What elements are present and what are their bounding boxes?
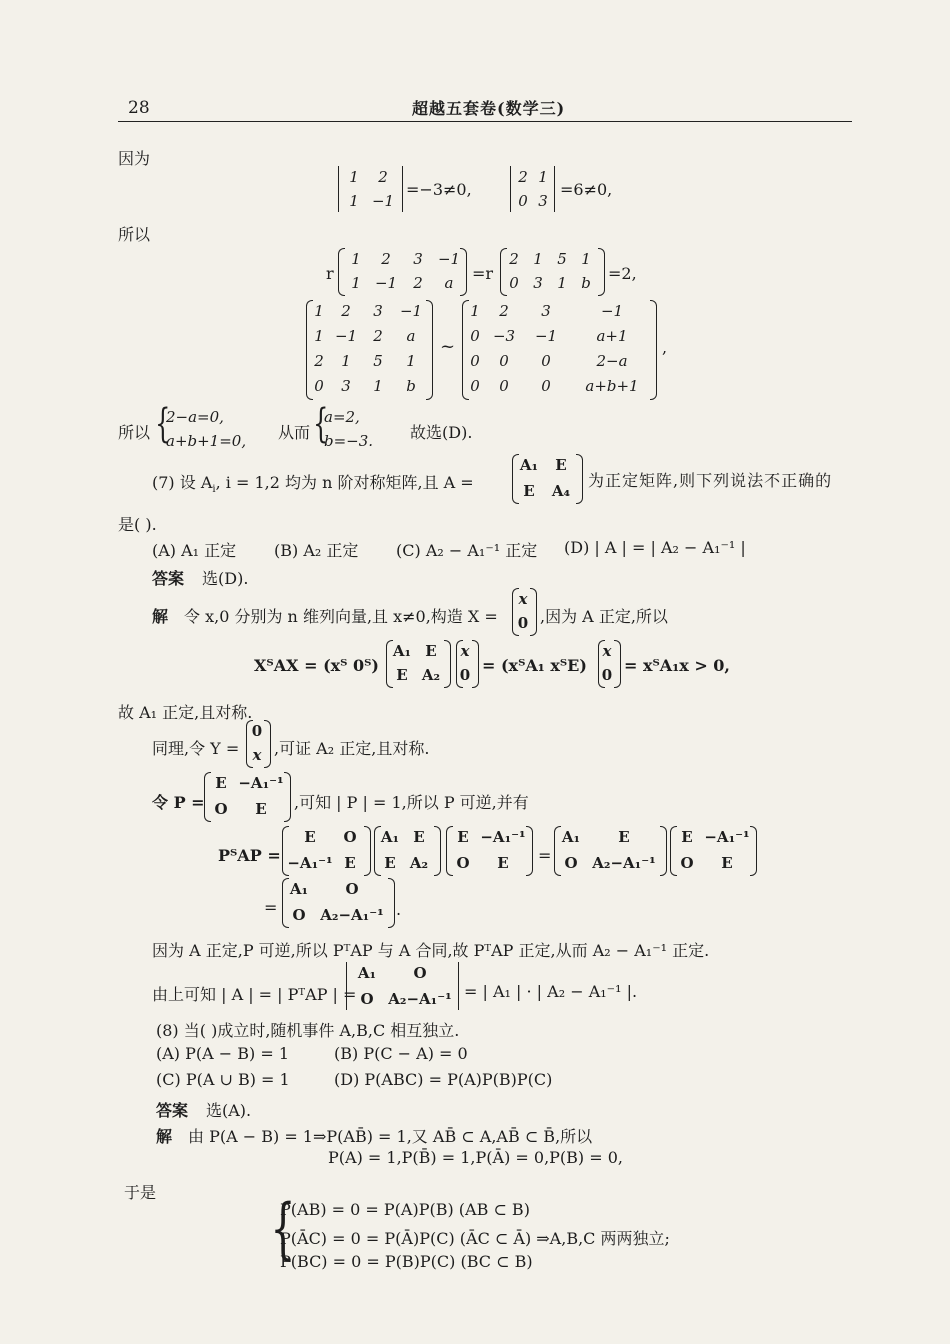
page-number: 28 xyxy=(128,98,150,118)
q7-step3: 故 A₁ 正定,且对称. xyxy=(118,703,253,722)
q8-answer-label: 答案 xyxy=(156,1101,189,1120)
q7-step1: 令 x,0 分别为 n 维列向量,且 x≠0,构造 X = xyxy=(184,607,498,626)
q8-step2: P(A) = 1,P(B̄) = 1,P(Ā) = 0,P(B) = 0, xyxy=(328,1148,623,1167)
q7-step7: 因为 A 正定,P 可逆,所以 PᵀAP 与 A 合同,故 PᵀAP 正定,从而 A₂ − A₁⁻¹ 正定. xyxy=(152,941,710,960)
q7-option-d: (D) | A | = | A₂ − A₁⁻¹ | xyxy=(564,538,746,557)
q7-step5-cont: ,可知 | P | = 1,所以 P 可逆,并有 xyxy=(294,793,529,812)
equivalence-tilde: ~ xyxy=(440,336,456,357)
header-rule xyxy=(118,121,852,122)
q7-step4-cont: ,可证 A₂ 正定,且对称. xyxy=(274,739,430,758)
q8-step3: 于是 xyxy=(124,1183,157,1202)
q8-answer: 选(A). xyxy=(206,1101,252,1120)
q7-answer-label: 答案 xyxy=(152,569,185,588)
augmented-matrix-right: 1 2 3 −1 0 −3 −1 a+1 0 0 0 2−a 0 0 0 a+b+1 xyxy=(470,302,639,395)
system2-eq1: a=2, xyxy=(324,408,360,426)
q7-stem-cont: 为正定矩阵,则下列说法不正确的 xyxy=(588,471,833,490)
q8-solution-label: 解 xyxy=(156,1127,173,1146)
running-title: 超越五套卷(数学三) xyxy=(412,99,566,118)
matrix-comma: , xyxy=(662,338,668,357)
q7-step1-cont: ,因为 A 正定,所以 xyxy=(540,607,668,626)
q7-solution-label: 解 xyxy=(152,607,169,626)
rank-r: r xyxy=(326,264,334,283)
q7-step8-end: = | A₁ | · | A₂ − A₁⁻¹ |. xyxy=(464,982,638,1001)
q8-stem: (8) 当( )成立时,随机事件 A,B,C 相互独立. xyxy=(156,1021,460,1040)
q7-step5: 令 P = xyxy=(152,793,205,812)
q8-option-c: (C) P(A ∪ B) = 1 xyxy=(156,1070,290,1089)
system2-eq2: b=−3. xyxy=(324,432,374,450)
q7-step2: XᵀAX = (xᵀ 0ᵀ) xyxy=(254,656,379,675)
q7-stem: (7) 设 $A_i$, i = 1,2 均为 n 阶对称矩阵,且 A = xyxy=(152,473,474,496)
q8-system-line1: P(AB) = 0 = P(A)P(B) (AB ⊂ B) xyxy=(280,1200,530,1219)
rank-matrix-2: 2 1 5 1 0 3 1 b xyxy=(509,250,591,292)
text-yinwei: 因为 xyxy=(118,149,151,168)
q7-option-a: (A) A₁ 正定 xyxy=(152,541,237,560)
vector-X: x 0 xyxy=(517,590,529,632)
det1-value: =−3≠0, xyxy=(406,180,472,199)
conclusion-answer: 故选(D). xyxy=(410,423,473,442)
determinant-1: 1 2 1 −1 xyxy=(349,168,395,210)
q7-option-c: (C) A₂ − A₁⁻¹ 正定 xyxy=(396,541,538,560)
q8-system-line2: P(ĀC) = 0 = P(Ā)P(C) (ĀC ⊂ Ā) ⇒A,B,C 两两独立; xyxy=(280,1229,670,1248)
q7-step2-end: = xᵀA₁x > 0, xyxy=(624,656,730,675)
q7-block-matrix: A₁ E E A₄ xyxy=(519,456,571,500)
rank-matrix-1: 1 2 3 −1 1 −1 2 a xyxy=(351,250,461,292)
q8-option-d: (D) P(ABC) = P(A)P(B)P(C) xyxy=(334,1070,553,1089)
system1-eq2: a+b+1=0, xyxy=(166,432,247,450)
q7-step8: 由上可知 | A | = | PᵀAP | = xyxy=(152,985,357,1004)
rank-eq: =r xyxy=(472,264,494,283)
q7-answer: 选(D). xyxy=(202,569,249,588)
q7-step6: PᵀAP = xyxy=(218,846,281,865)
q7-stem-end: 是( ). xyxy=(118,515,157,534)
conclusion-mid: 从而 xyxy=(278,423,311,442)
q8-option-b: (B) P(C − A) = 0 xyxy=(334,1044,468,1063)
text-suoyi: 所以 xyxy=(118,225,151,244)
q7-step2-mid: = (xᵀA₁ xᵀE) xyxy=(482,656,587,675)
q8-system-line3: P(BC) = 0 = P(B)P(C) (BC ⊂ B) xyxy=(280,1252,533,1271)
q7-step4: 同理,令 Y = xyxy=(152,739,240,758)
augmented-matrix-left: 1 2 3 −1 1 −1 2 a 2 1 5 1 0 3 1 b xyxy=(314,302,423,395)
q7-option-b: (B) A₂ 正定 xyxy=(274,541,359,560)
determinant-2: 2 1 0 3 xyxy=(518,168,548,210)
conclusion-lead: 所以 xyxy=(118,423,151,442)
rank-value: =2, xyxy=(608,264,637,283)
q8-step1: 由 P(A − B) = 1⇒P(AB̄) = 1,又 AB̄ ⊂ A,AB̄ ⊂ B̄,所以 xyxy=(188,1127,593,1146)
det2-value: =6≠0, xyxy=(560,180,613,199)
q8-option-a: (A) P(A − B) = 1 xyxy=(156,1044,290,1063)
system1-eq1: 2−a=0, xyxy=(166,408,224,426)
